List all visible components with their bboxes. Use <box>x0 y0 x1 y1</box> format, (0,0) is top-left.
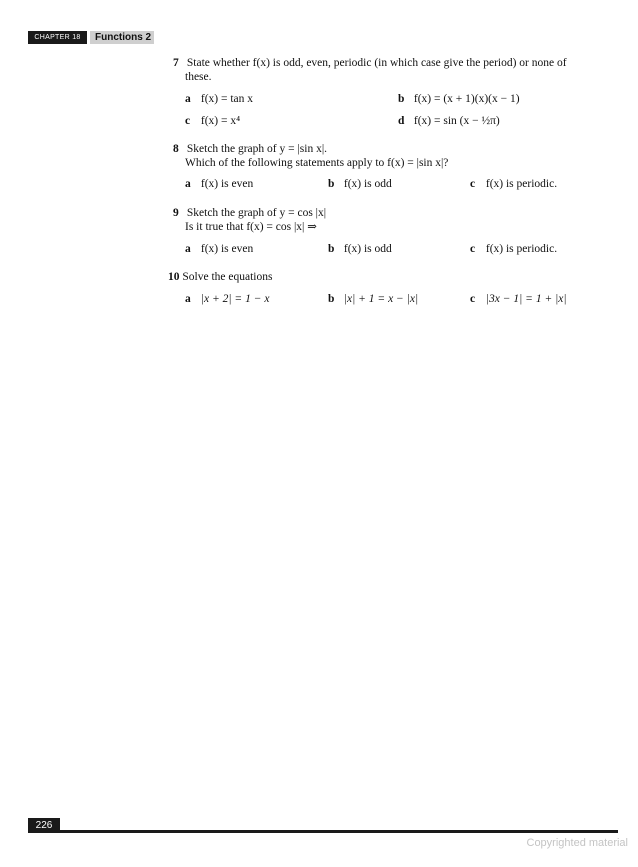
question-9 <box>173 206 326 220</box>
chapter-label: CHAPTER 18 <box>28 31 87 44</box>
question-8 <box>173 142 327 156</box>
q7-part-c <box>185 114 240 128</box>
part-label: c <box>470 243 476 255</box>
part-label: a <box>185 243 191 255</box>
part-expression: |x| + 1 = x − |x| <box>343 293 419 305</box>
part-expression: |3x − 1| = 1 + |x| <box>485 293 567 305</box>
part-label: c <box>470 293 476 305</box>
part-expression: f(x) is odd <box>343 178 392 190</box>
question-number: 8 <box>173 143 179 155</box>
question-number: 10 <box>168 271 180 283</box>
part-expression: f(x) is even <box>200 243 254 255</box>
q9-part-b <box>328 242 392 256</box>
q7-part-d <box>398 114 500 128</box>
part-label: b <box>328 293 335 305</box>
part-label: b <box>328 243 335 255</box>
q7-part-b <box>398 92 520 106</box>
part-expression: f(x) is odd <box>343 243 392 255</box>
q10-part-b <box>328 292 418 306</box>
part-label: a <box>185 293 191 305</box>
part-label: c <box>470 178 476 190</box>
q9-part-c <box>470 242 557 256</box>
q10-part-c <box>470 292 567 306</box>
question-number: 9 <box>173 207 179 219</box>
footer-rule <box>60 830 618 833</box>
part-expression: f(x) is even <box>200 178 254 190</box>
part-label: d <box>398 115 405 127</box>
part-expression: f(x) = x⁴ <box>200 115 241 127</box>
question-text-cont: Is it true that f(x) = cos |x| ⇒ <box>185 221 317 233</box>
part-expression: f(x) is periodic. <box>485 178 558 190</box>
question-7 <box>173 56 567 70</box>
part-expression: |x + 2| = 1 − x <box>200 293 270 305</box>
question-10 <box>168 270 272 284</box>
chapter-header <box>28 31 154 44</box>
q10-part-a <box>185 292 269 306</box>
question-text-cont: these. <box>185 71 212 83</box>
part-expression: f(x) = tan x <box>200 93 254 105</box>
q8-part-c <box>470 177 557 191</box>
question-text: Sketch the graph of y = |sin x|. <box>186 143 327 155</box>
question-number: 7 <box>173 57 179 69</box>
part-label: c <box>185 115 191 127</box>
q8-part-b <box>328 177 392 191</box>
part-label: a <box>185 93 191 105</box>
part-label: b <box>328 178 335 190</box>
q8-part-a <box>185 177 253 191</box>
question-text: Sketch the graph of y = cos |x| <box>186 207 327 219</box>
part-expression: f(x) is periodic. <box>485 243 558 255</box>
question-text-cont: Which of the following statements apply to f(x) = |sin x|? <box>185 157 449 169</box>
q9-part-a <box>185 242 253 256</box>
question-text: State whether f(x) is odd, even, periodic (in which case give the period) or none of <box>186 57 567 69</box>
copyright-watermark: Copyrighted material <box>526 837 628 849</box>
part-expression: f(x) = sin (x − ½π) <box>413 115 500 127</box>
page-number: 226 <box>28 818 60 833</box>
section-title: Functions 2 <box>90 31 154 44</box>
part-label: b <box>398 93 405 105</box>
part-label: a <box>185 178 191 190</box>
question-text: Solve the equations <box>182 271 273 283</box>
part-expression: f(x) = (x + 1)(x)(x − 1) <box>413 93 520 105</box>
q7-part-a <box>185 92 253 106</box>
